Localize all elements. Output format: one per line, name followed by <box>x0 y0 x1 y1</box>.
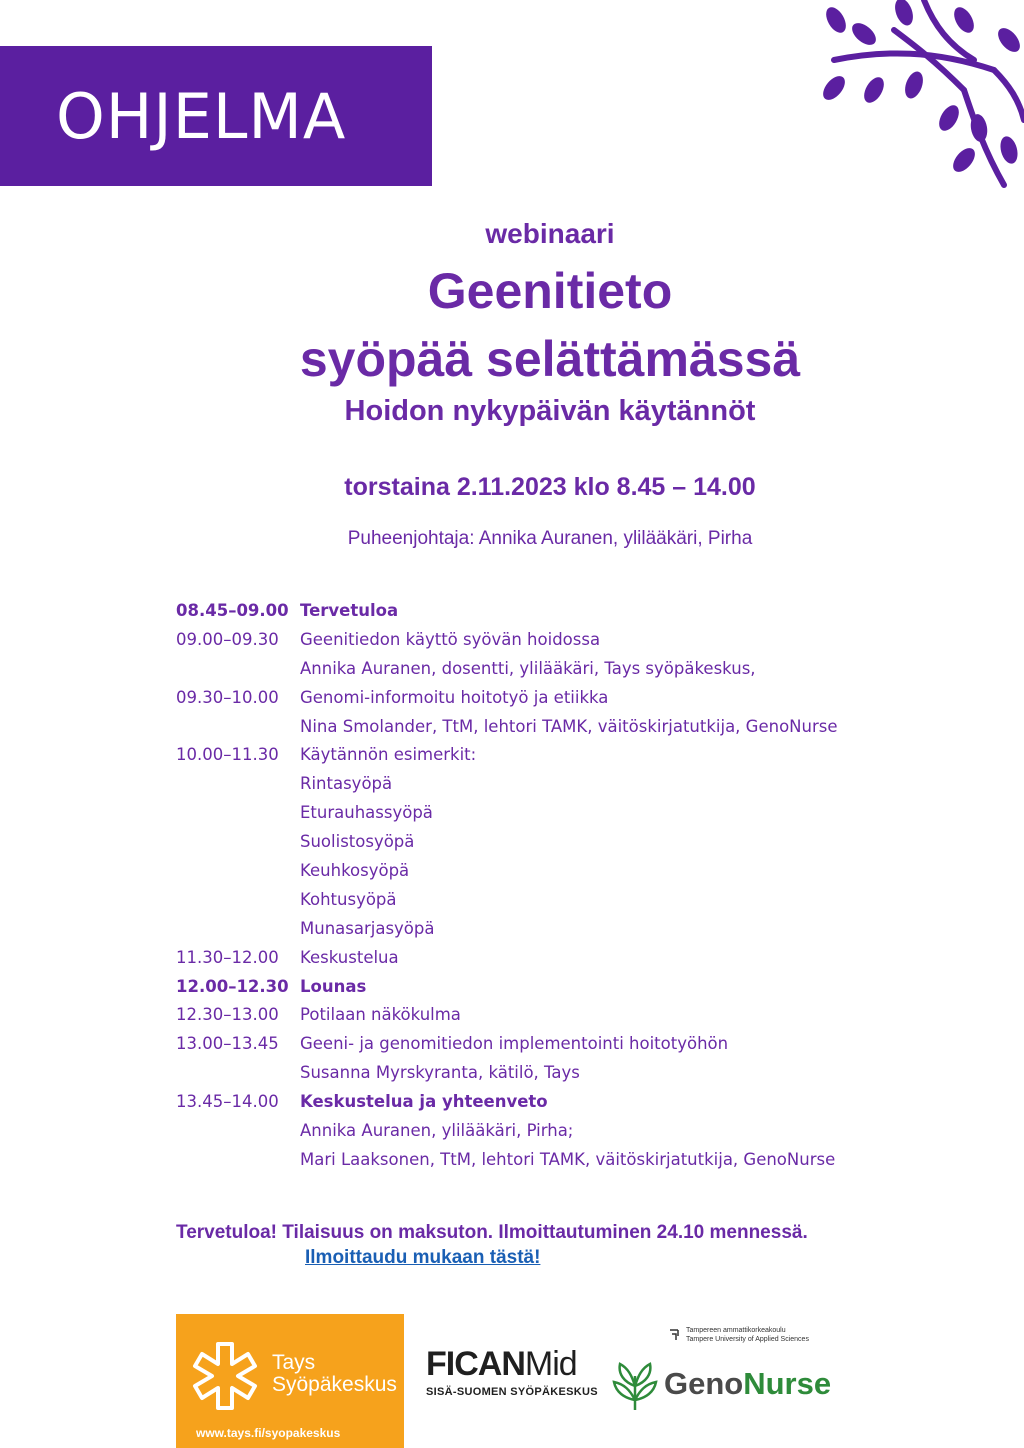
event-subtitle: Hoidon nykypäivän käytännöt <box>344 395 756 427</box>
genonurse-nurse: Nurse <box>743 1366 832 1401</box>
schedule-time: 13.45–14.00 <box>176 1092 279 1112</box>
schedule-row <box>176 740 936 769</box>
schedule-row <box>176 654 936 683</box>
schedule-row <box>176 625 936 654</box>
tamk-name-en: Tampere University of Applied Sciences <box>686 1336 809 1343</box>
fican-subtitle: SISÄ-SUOMEN SYÖPÄKESKUS <box>426 1386 598 1398</box>
schedule-row <box>176 1145 936 1174</box>
schedule-row <box>176 856 936 885</box>
schedule-description: Annika Auranen, dosentti, ylilääkäri, Tays syöpäkeskus, <box>300 658 756 678</box>
footer-notice: Tervetuloa! Tilaisuus on maksuton. Ilmoittautuminen 24.10 mennessä. <box>176 1222 808 1243</box>
schedule-row <box>176 1029 936 1058</box>
schedule-time: 12.30–13.00 <box>176 1005 279 1025</box>
banner-label: OHJELMA <box>56 79 347 153</box>
tays-logo <box>176 1314 404 1448</box>
schedule-time: 10.00–11.30 <box>176 745 279 765</box>
schedule-time: 09.30–10.00 <box>176 687 279 707</box>
schedule-row <box>176 712 936 741</box>
schedule-time: 11.30–12.00 <box>176 947 279 967</box>
schedule-time: 08.45–09.00 <box>176 600 289 620</box>
schedule-row <box>176 1087 936 1116</box>
schedule-row <box>176 798 936 827</box>
event-title-line2: syöpää selättämässä <box>299 331 801 387</box>
decorative-branch-icon <box>764 0 1024 190</box>
schedule-list <box>176 596 936 1174</box>
schedule-time: 12.00–12.30 <box>176 976 289 996</box>
fican-name-mid: Mid <box>524 1345 577 1383</box>
schedule-description: Keskustelua <box>300 947 399 967</box>
schedule-description: Käytännön esimerkit: <box>300 745 477 765</box>
genonurse-leaf-icon <box>612 1356 658 1412</box>
fican-mid-logo <box>426 1345 596 1398</box>
program-banner <box>0 46 432 186</box>
schedule-row <box>176 1058 936 1087</box>
schedule-description: Susanna Myrskyranta, kätilö, Tays <box>300 1063 580 1083</box>
tamk-name-fi: Tampereen ammattikorkeakoulu <box>686 1327 786 1334</box>
tays-name-line2: Syöpäkeskus <box>272 1373 397 1396</box>
schedule-description: Lounas <box>300 976 367 996</box>
schedule-time: 13.00–13.45 <box>176 1034 279 1054</box>
fican-name-bold: FICAN <box>426 1345 525 1383</box>
schedule-row <box>176 972 936 1001</box>
schedule-description: Munasarjasyöpä <box>300 918 435 938</box>
schedule-row <box>176 596 936 625</box>
schedule-row <box>176 827 936 856</box>
schedule-description: Potilaan näkökulma <box>300 1005 461 1025</box>
schedule-description: Nina Smolander, TtM, lehtori TAMK, väitöskirjatutkija, GenoNurse <box>300 716 838 736</box>
schedule-description: Keuhkosyöpä <box>300 860 410 880</box>
event-date: torstaina 2.11.2023 klo 8.45 – 14.00 <box>344 473 756 501</box>
tamk-mark-icon <box>668 1328 682 1342</box>
schedule-row <box>176 914 936 943</box>
event-kicker: webinaari <box>485 218 615 249</box>
schedule-description: Geenitiedon käyttö syövän hoidossa <box>300 629 601 649</box>
register-link[interactable]: Ilmoittaudu mukaan tästä! <box>305 1247 541 1268</box>
schedule-row <box>176 769 936 798</box>
schedule-row <box>176 1116 936 1145</box>
schedule-description: Annika Auranen, ylilääkäri, Pirha; <box>300 1120 574 1140</box>
schedule-description: Suolistosyöpä <box>300 832 415 852</box>
schedule-description: Kohtusyöpä <box>300 889 397 909</box>
tays-name-line1: Tays <box>272 1351 316 1374</box>
schedule-row <box>176 885 936 914</box>
genonurse-geno: Geno <box>664 1366 744 1401</box>
schedule-description: Mari Laaksonen, TtM, lehtori TAMK, väitöskirjatutkija, GenoNurse <box>300 1149 836 1169</box>
schedule-description: Genomi-informoitu hoitotyö ja etiikka <box>300 687 609 707</box>
schedule-description: Rintasyöpä <box>300 774 393 794</box>
schedule-time: 09.00–09.30 <box>176 629 279 649</box>
schedule-description: Tervetuloa <box>300 600 399 620</box>
schedule-row <box>176 1000 936 1029</box>
tays-star-icon <box>192 1340 258 1412</box>
schedule-description: Eturauhassyöpä <box>300 803 433 823</box>
schedule-description: Geeni- ja genomitiedon implementointi hoitotyöhön <box>300 1034 729 1054</box>
event-chair: Puheenjohtaja: Annika Auranen, ylilääkäri, Pirha <box>347 528 753 549</box>
schedule-description: Keskustelua ja yhteenveto <box>300 1092 548 1112</box>
genonurse-logo <box>612 1326 852 1416</box>
event-title-line1: Geenitieto <box>427 263 673 319</box>
schedule-row <box>176 943 936 972</box>
schedule-row <box>176 683 936 712</box>
tays-url: www.tays.fi/syopakeskus <box>196 1426 341 1440</box>
